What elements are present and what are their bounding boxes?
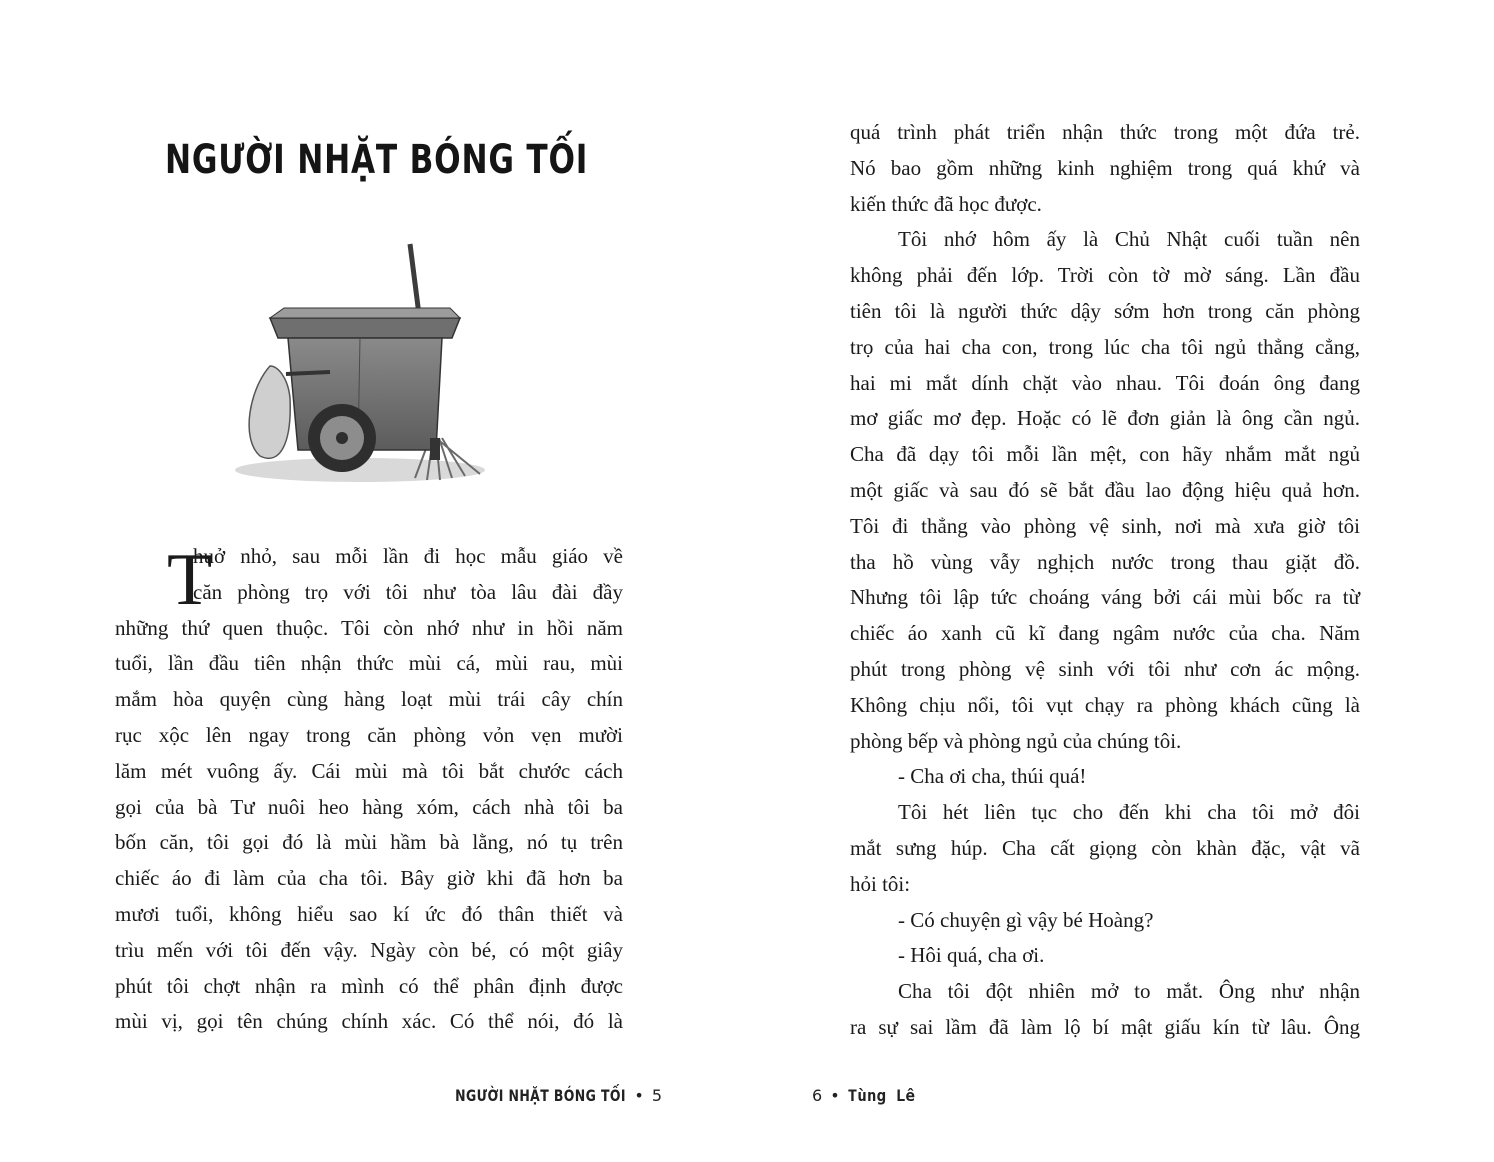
chapter-title: NGƯỜI NHẶT BÓNG TỐI: [165, 137, 589, 183]
wheel-icon: [308, 404, 376, 472]
footer-bullet: •: [830, 1086, 840, 1105]
text-line: rục xộc lên ngay trong căn phòng vỏn vẹn mười: [115, 722, 623, 747]
text-line: phút tôi chợt nhận ra mình có thể phân định được: [115, 973, 623, 998]
author-name: Tùng Lê: [847, 1086, 916, 1105]
text-line: Tôi nhớ hôm ấy là Chủ Nhật cuối tuần nên: [898, 227, 1360, 252]
text-line: tha hồ vùng vẫy nghịch nước trong thau giặt đồ.: [850, 549, 1360, 574]
page-number: 6: [812, 1086, 823, 1105]
text-line: hỏi tôi:: [850, 871, 911, 896]
text-line: mắt sưng húp. Cha cất giọng còn khàn đặc, vật vã: [850, 835, 1360, 860]
text-line: lăm mét vuông ấy. Cái mùi mà tôi bắt chước cách: [115, 758, 623, 783]
right-page-body: [850, 115, 1360, 1046]
trash-cart-illustration: [230, 238, 500, 498]
text-line: những thứ quen thuộc. Tôi còn nhớ như in hồi năm: [115, 615, 623, 640]
left-page-footer: [407, 1086, 662, 1105]
text-line: bốn căn, tôi gọi đó là mùi hầm bà lằng, nó tụ trên: [115, 830, 623, 855]
text-line: căn phòng trọ với tôi như tòa lâu đài đầy: [193, 579, 623, 604]
text-line: chiếc áo đi làm của cha tôi. Bây giờ khi đã hơn ba: [115, 866, 623, 891]
text-line: tuổi, lần đầu tiên nhận thức mùi cá, mùi rau, mùi: [115, 651, 623, 676]
text-line: phút trong phòng vệ sinh với tôi như cơn ác mộng.: [850, 656, 1360, 681]
page-number: 5: [651, 1086, 662, 1105]
text-line: trìu mến với tôi đến vậy. Ngày còn bé, có một giây: [115, 937, 623, 962]
text-line: không phải đến lớp. Trời còn tờ mờ sáng. Lần đầu: [850, 263, 1360, 288]
text-line: Tôi đi thẳng vào phòng vệ sinh, nơi mà xưa giờ tôi: [850, 513, 1360, 538]
text-line: Nó bao gồm những kinh nghiệm trong quá khứ và: [850, 155, 1360, 180]
left-page-body: [115, 539, 623, 1040]
text-line: mùi vị, gọi tên chúng chính xác. Có thể nói, đó là: [115, 1009, 623, 1034]
text-line: Cha tôi đột nhiên mở to mắt. Ông như nhận: [898, 979, 1360, 1004]
footer-bullet: •: [634, 1086, 644, 1105]
text-line: ra sự sai lầm đã làm lộ bí mật giấu kín từ lâu. Ông: [850, 1014, 1360, 1039]
text-line: huở nhỏ, sau mỗi lần đi học mẫu giáo về: [193, 544, 623, 568]
text-line: Không chịu nổi, tôi vụt chạy ra phòng khách cũng là: [850, 692, 1360, 717]
text-line: - Cha ơi cha, thúi quá!: [898, 764, 1087, 789]
text-line: trọ của hai cha con, trong lúc cha tôi ngủ thẳng cẳng,: [850, 334, 1360, 359]
text-line: Cha đã dạy tôi mỗi lần mệt, con hãy nhắm mắt ngủ: [850, 442, 1360, 467]
text-line: phòng bếp và phòng ngủ của chúng tôi.: [850, 728, 1182, 753]
text-line: mươi tuổi, không hiểu sao kí ức đó thân thiết và: [115, 901, 623, 926]
text-line: hai mi mắt dính chặt vào nhau. Tôi đoán ông đang: [850, 370, 1360, 395]
right-page: [747, 0, 1494, 1162]
text-line: Tôi hét liên tục cho đến khi cha tôi mở đôi: [898, 800, 1360, 825]
running-title: NGƯỜI NHẶT BÓNG TỐI: [455, 1086, 627, 1105]
text-line: quá trình phát triển nhận thức trong một đứa trẻ.: [850, 120, 1360, 144]
text-line: - Có chuyện gì vậy bé Hoàng?: [898, 907, 1154, 932]
text-line: kiến thức đã học được.: [850, 191, 1042, 216]
text-line: gọi của bà Tư nuôi heo hàng xóm, cách nhà tôi ba: [115, 794, 623, 819]
text-line: một giấc và sau đó sẽ bắt đầu lao động hiệu quả hơn.: [850, 477, 1360, 502]
text-line: Nhưng tôi lập tức choáng váng bởi cái mùi bốc ra từ: [850, 585, 1360, 610]
text-line: mắm hòa quyện cùng hàng loạt mùi trái cây chín: [115, 687, 623, 712]
right-page-footer: [812, 1086, 915, 1105]
text-line: - Hôi quá, cha ơi.: [898, 943, 1045, 968]
text-line: tiên tôi là người thức dậy sớm hơn trong căn phòng: [850, 298, 1360, 323]
drop-cap: T: [167, 539, 213, 621]
text-line: mơ giấc mơ đẹp. Hoặc có lẽ đơn giản là ông cần ngủ.: [850, 406, 1360, 431]
text-line: chiếc áo xanh cũ kĩ đang ngâm nước của cha. Năm: [850, 621, 1360, 646]
